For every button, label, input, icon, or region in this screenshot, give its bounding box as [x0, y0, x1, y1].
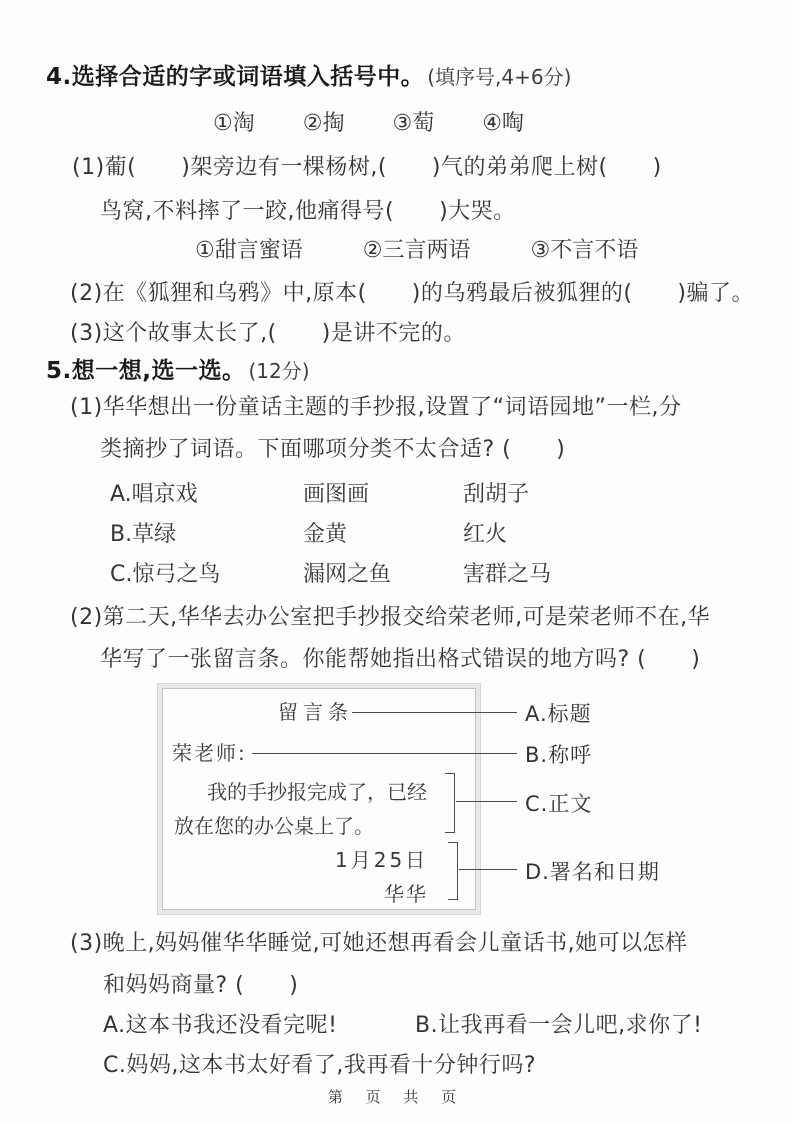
q5-item-1-option-row-c [110, 557, 551, 588]
q4-item-2: (2)在《狐狸和乌鸦》中,原本( )的乌鸦最后被狐狸的( )骗了。 [70, 281, 754, 306]
q5-item-2-line-2: 华写了一张留言条。你能帮她指出格式错误的地方吗? ( ) [100, 647, 701, 672]
q5-item-3-line-2: 和妈妈商量? ( ) [103, 973, 299, 998]
note-label-body: C.正文 [525, 792, 593, 816]
note-salutation: 荣老师: [172, 741, 247, 765]
note-title: 留言条 [278, 700, 353, 724]
q4-item-3: (3)这个故事太长了,( )是讲不完的。 [70, 321, 466, 346]
q5-item-3-option-a: A.这本书我还没看完呢! [103, 1013, 338, 1038]
q5-item-3-line-1: (3)晚上,妈妈催华华睡觉,可她还想再看会儿童话书,她可以怎样 [70, 931, 688, 956]
choice-item: ④啕 [482, 111, 524, 136]
question-4-header [46, 58, 571, 91]
note-label-title: A.标题 [525, 702, 592, 726]
q5-item-1-line-2: 类摘抄了词语。下面哪项分类不太合适? ( ) [100, 437, 566, 462]
bracket-signature-date [448, 842, 458, 900]
choice-item: ③不言不语 [530, 238, 639, 263]
bracket-body [445, 773, 455, 833]
question-5-header [46, 352, 310, 385]
q4-word-choices-row [195, 233, 638, 264]
q5-item-3-option-c: C.妈妈,这本书太好看了,我再看十分钟行吗? [103, 1053, 537, 1078]
connector-line-salutation [252, 753, 517, 754]
connector-line-signature-date [459, 869, 517, 870]
question-4-title: 4.选择合适的字或词语填入括号中。 [46, 64, 425, 90]
option-cell: 刮胡子 [463, 482, 530, 507]
note-signature: 华华 [384, 882, 428, 906]
question-5-score: (12分) [248, 359, 310, 383]
q4-item-1-line-1: (1)葡( )架旁边有一棵杨树,( )气的弟弟爬上树( ) [72, 155, 662, 180]
note-label-salutation: B.称呼 [525, 743, 593, 767]
connector-line-body [456, 801, 517, 802]
note-body-line-2: 放在您的办公桌上了。 [174, 814, 374, 838]
option-cell: B.草绿 [110, 522, 177, 547]
page-footer: 第 页 共 页 [327, 1088, 466, 1106]
q5-item-1-option-row-b [110, 517, 507, 548]
option-cell: 金黄 [303, 522, 348, 547]
q5-item-2-line-1: (2)第二天,华华去办公室把手抄报交给荣老师,可是荣老师不在,华 [70, 605, 711, 630]
option-cell: 红火 [463, 522, 508, 547]
choice-item: ②掏 [302, 111, 345, 136]
q5-item-1-option-row-a [110, 477, 529, 508]
question-4-score: (填序号,4+6分) [427, 65, 572, 89]
choice-item: ①淘 [213, 111, 255, 136]
note-body-line-1: 我的手抄报完成了，已经 [207, 780, 427, 804]
option-cell: 画图画 [303, 482, 370, 507]
option-cell: 漏网之鱼 [303, 562, 392, 587]
note-label-signature-date: D.署名和日期 [525, 860, 660, 884]
choice-item: ①甜言蜜语 [195, 238, 303, 263]
note-date: 1月25日 [335, 848, 429, 872]
connector-line-title [352, 712, 517, 713]
option-cell: C.惊弓之鸟 [110, 562, 221, 587]
option-cell: 害群之马 [463, 562, 552, 587]
q4-item-1-line-2: 鸟窝,不料摔了一跤,他痛得号( )大哭。 [100, 199, 516, 224]
q5-item-1-line-1: (1)华华想出一份童话主题的手抄报,设置了“词语园地”一栏,分 [70, 395, 682, 420]
q4-char-choices-row [213, 106, 524, 137]
q5-item-3-option-b: B.让我再看一会儿吧,求你了! [415, 1013, 703, 1038]
choice-item: ②三言两语 [362, 238, 471, 263]
question-5-title: 5.想一想,选一选。 [46, 358, 246, 384]
option-cell: A.唱京戏 [110, 482, 198, 507]
choice-item: ③萄 [392, 111, 435, 136]
